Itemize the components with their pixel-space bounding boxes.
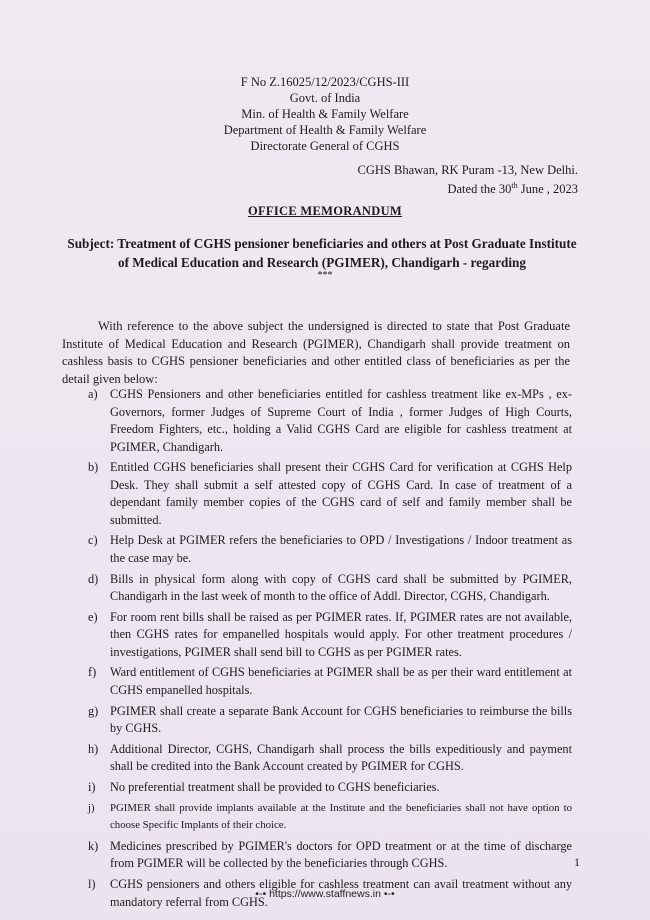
item-text: No preferential treatment shall be provided to CGHS beneficiaries. xyxy=(110,780,440,794)
item-text: Help Desk at PGIMER refers the beneficiaries to OPD / Investigations / Indoor treatment as the case may be. xyxy=(110,533,572,565)
item-marker: i) xyxy=(88,780,96,794)
item-text: Bills in physical form along with copy of CGHS card shall be submitted by PGIMER, Chandigarh in the last week of month to the office of Addl. Director, CGHS, Chandigarh. xyxy=(110,571,572,604)
item-marker: b) xyxy=(88,460,99,475)
list-item xyxy=(88,838,572,873)
item-text: PGIMER shall provide implants available at the Institute and the beneficiaries shall not have option to choose Specific Implants of their choice. xyxy=(110,801,572,832)
directorate-line: Directorate General of CGHS xyxy=(250,139,400,153)
file-number: F No Z.16025/12/2023/CGHS-III xyxy=(240,75,410,89)
list-item xyxy=(88,741,572,776)
conditions-list xyxy=(88,386,572,914)
item-text: Additional Director, CGHS, Chandigarh shall process the bills expeditiously and payment shall be credited into the Bank Account created by PGIMER for CGHS. xyxy=(110,741,572,774)
item-text: CGHS pensioners and others eligible for cashless treatment can avail treatment without any mandatory referral from CGHS. xyxy=(110,877,572,909)
separator-stars: *** xyxy=(317,270,333,281)
item-marker: f) xyxy=(88,665,97,680)
memo-title: OFFICE MEMORANDUM xyxy=(247,204,403,218)
department-line: Department of Health & Family Welfare xyxy=(223,123,427,137)
item-text: Ward entitlement of CGHS beneficiaries at PGIMER shall be as per their ward entitlement at CGHS empanelled hospitals. xyxy=(110,665,572,697)
list-item xyxy=(88,703,572,738)
list-item xyxy=(88,800,572,835)
list-item xyxy=(88,459,572,529)
item-text: Medicines prescribed by PGIMER's doctors for OPD treatment or at the time of discharge from PGIMER will be collected by the beneficiaries through CGHS. xyxy=(110,838,572,871)
subject-line: Subject: Treatment of CGHS pensioner beneficiaries and others at Post Graduate Institute of Medical Education and Research (PGIMER), Chandigarh - regarding xyxy=(67,236,577,270)
list-item xyxy=(88,609,572,662)
date-suffix: June , 2023 xyxy=(517,182,578,197)
ministry-line: Min. of Health & Family Welfare xyxy=(241,107,409,121)
list-item xyxy=(88,664,572,699)
item-marker: e) xyxy=(88,609,98,624)
item-marker: g) xyxy=(88,703,99,718)
item-text: CGHS Pensioners and other beneficiaries entitled for cashless treatment like ex-MPs , ex-Governors, former Judges of Supreme Court of India , former Judges of High Courts, Freedom Fighters, etc., holding a Valid CGHS Card are eligible for cashless treatment at PGIMER, Chandigarh. xyxy=(110,387,572,454)
list-item xyxy=(88,386,572,456)
item-marker: a) xyxy=(88,387,98,401)
item-marker: l) xyxy=(88,877,96,892)
item-marker: d) xyxy=(88,571,99,586)
item-marker: j) xyxy=(88,801,95,814)
intro-paragraph: With reference to the above subject the undersigned is directed to state that Post Graduate Institute of Medical Education and Research (PGIMER), Chandigarh shall provide treatment on cashless basis to CGHS pensioner beneficiaries and other entitled class of beneficiaries as per the detail given below: xyxy=(62,319,570,386)
item-marker: h) xyxy=(88,741,99,756)
date-superscript: th xyxy=(511,181,518,190)
page-number: 1 xyxy=(574,855,580,869)
memo-date xyxy=(447,178,578,198)
list-item xyxy=(88,571,572,606)
item-text: Entitled CGHS beneficiaries shall present their CGHS Card for verification at CGHS Help Desk. They shall submit a self attested copy of CGHS Card. In case of treatment of a dependant family member copies of the CGHS card of self and family member shall be submitted. xyxy=(110,460,572,527)
govt-line: Govt. of India xyxy=(289,91,361,105)
source-footer: •-• https://www.staffnews.in •-• xyxy=(255,888,395,900)
date-prefix: Dated the 30 xyxy=(447,182,512,197)
list-item xyxy=(88,532,572,567)
office-address: CGHS Bhawan, RK Puram -13, New Delhi. xyxy=(357,163,578,177)
item-text: For room rent bills shall be raised as per PGIMER rates. If, PGIMER rates are not available, then CGHS rates for empanelled hospitals would apply. For other treatment procedures / investigations, PGIMER shall send bill to CGHS as per PGIMER rates. xyxy=(110,609,572,659)
list-item xyxy=(88,779,572,797)
item-text: PGIMER shall create a separate Bank Account for CGHS beneficiaries to reimburse the bills by CGHS. xyxy=(110,703,572,736)
item-marker: k) xyxy=(88,838,99,853)
item-marker: c) xyxy=(88,533,98,548)
